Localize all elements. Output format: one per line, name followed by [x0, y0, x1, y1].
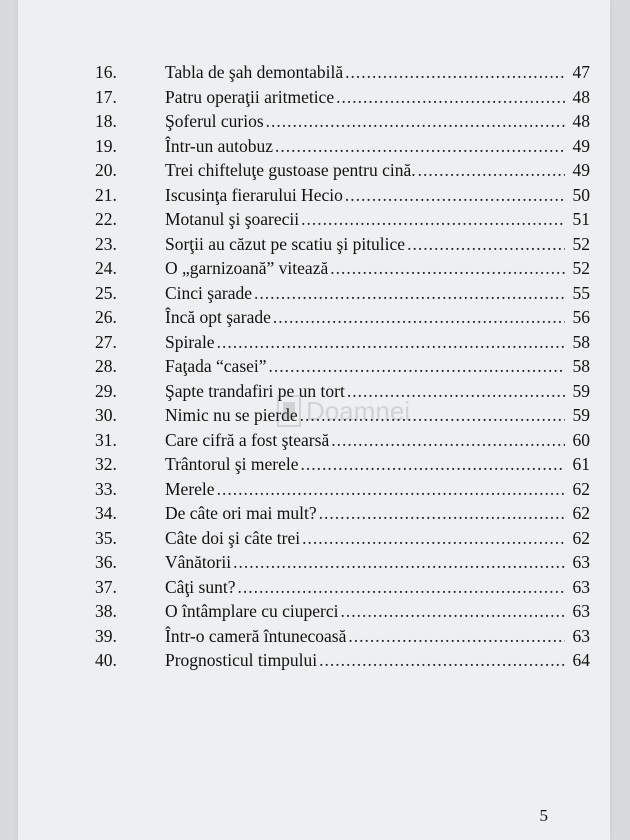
toc-entry-title: Sorţii au căzut pe scatiu şi pitulice [165, 233, 406, 254]
toc-entry-title: Faţada “casei” [165, 356, 267, 376]
toc-entry [95, 60, 590, 85]
toc-entry-number: 24. [95, 258, 117, 278]
toc-entry-number: 25. [95, 282, 117, 303]
toc-entry-title: Şoferul curios [165, 111, 264, 131]
toc-entry-number: 26. [95, 307, 117, 327]
toc-entry [95, 305, 590, 330]
toc-entry [95, 550, 590, 575]
toc-entry-page: 63 [572, 552, 590, 572]
toc-entry-number: 40. [95, 650, 117, 670]
dot-leader [233, 550, 565, 574]
dot-leader [300, 403, 565, 427]
toc-entry-title: Într-un autobuz [165, 135, 274, 156]
toc-entry-number: 37. [95, 576, 117, 597]
dot-leader [319, 648, 565, 672]
toc-entry [95, 85, 590, 110]
toc-entry-title: Spirale [165, 331, 215, 352]
toc-entry-number: 35. [95, 527, 117, 548]
toc-entry [95, 428, 590, 453]
toc-entry [95, 575, 590, 600]
dot-leader [345, 60, 565, 84]
dot-leader [330, 256, 565, 280]
toc-entry-page: 55 [572, 282, 590, 303]
toc-entry-title: Trei chifteluţe gustoase pentru cină. [165, 160, 416, 180]
toc-entry-page: 63 [572, 576, 590, 597]
dot-leader [347, 379, 565, 403]
toc-entry-title: Patru operaţii aritmetice [165, 86, 335, 107]
toc-entry-number: 29. [95, 380, 117, 401]
dot-leader [217, 477, 565, 501]
toc-entry-number: 16. [95, 62, 117, 82]
book-page [18, 0, 610, 840]
toc-entry-title: Într-o cameră întunecoasă [165, 625, 347, 646]
dot-leader [331, 428, 565, 452]
toc-entry-title: Câţi sunt? [165, 576, 236, 597]
toc-entry [95, 134, 590, 159]
toc-entry-number: 18. [95, 111, 117, 131]
toc-entry [95, 281, 590, 306]
toc-entry [95, 452, 590, 477]
toc-entry-title: Şapte trandafiri pe un tort [165, 380, 345, 401]
toc-entry [95, 477, 590, 502]
toc-entry-title: Nimic nu se pierde [165, 405, 298, 425]
toc-entry-number: 32. [95, 454, 117, 474]
toc-entry [95, 183, 590, 208]
toc-entry-page: 56 [572, 307, 590, 327]
dot-leader [340, 599, 565, 623]
toc-entry-title: Care cifră a fost ştearsă [165, 429, 330, 450]
toc-entry-title: O întâmplare cu ciuperci [165, 601, 339, 621]
toc-entry-number: 34. [95, 503, 117, 523]
dot-leader [301, 207, 565, 231]
toc-entry-title: Motanul şi şoarecii [165, 209, 300, 229]
toc-entry-page: 52 [572, 233, 590, 254]
toc-entry-page: 49 [572, 160, 590, 180]
toc-entry-page: 50 [572, 184, 590, 205]
toc-entry-page: 47 [572, 62, 590, 82]
toc-entry-page: 62 [572, 478, 590, 499]
toc-entry-title: Trântorul şi merele [165, 454, 299, 474]
toc-entry-number: 36. [95, 552, 117, 572]
toc-entry [95, 256, 590, 281]
dot-leader [319, 501, 565, 525]
toc-entry-page: 51 [572, 209, 590, 229]
toc-entry-title: Câte doi şi câte trei [165, 527, 301, 548]
toc-entry-page: 48 [572, 86, 590, 107]
toc-entry-number: 21. [95, 184, 117, 205]
watermark-text: Doamnei [306, 396, 411, 426]
dot-leader [269, 354, 565, 378]
dot-leader [407, 232, 565, 256]
toc-entry [95, 232, 590, 257]
toc-entry [95, 109, 590, 134]
toc-entry-number: 23. [95, 233, 117, 254]
dot-leader [345, 183, 565, 207]
toc-entry-page: 58 [572, 356, 590, 376]
toc-entry [95, 526, 590, 551]
dot-leader [273, 305, 565, 329]
dot-leader [418, 158, 565, 182]
toc-entry [95, 354, 590, 379]
toc-entry-title: O „garnizoană” vitează [165, 258, 329, 278]
toc-entry-title: Prognosticul timpului [165, 650, 318, 670]
dot-leader [254, 281, 565, 305]
toc-entry [95, 403, 590, 428]
toc-entry-title: Tabla de şah demontabilă [165, 62, 344, 82]
page-number: 5 [539, 806, 548, 825]
dot-leader [275, 134, 565, 158]
toc-entry-page: 62 [572, 503, 590, 523]
toc-entry [95, 207, 590, 232]
toc-entry-title: De câte ori mai mult? [165, 503, 317, 523]
toc-entry-number: 33. [95, 478, 117, 499]
toc-entry-page: 58 [572, 331, 590, 352]
table-of-contents [95, 60, 590, 673]
dot-leader [336, 85, 565, 109]
toc-entry-page: 59 [572, 405, 590, 425]
toc-entry-title: Merele [165, 478, 215, 499]
toc-entry [95, 158, 590, 183]
toc-entry-number: 31. [95, 429, 117, 450]
toc-entry-page: 49 [572, 135, 590, 156]
toc-entry-page: 52 [572, 258, 590, 278]
toc-entry-number: 19. [95, 135, 117, 156]
toc-entry-title: Iscusinţa fierarului Hecio [165, 184, 343, 205]
toc-entry [95, 648, 590, 673]
toc-entry-number: 30. [95, 405, 117, 425]
toc-entry-title: Cinci şarade [165, 282, 252, 303]
toc-entry-page: 60 [572, 429, 590, 450]
dot-leader [348, 624, 565, 648]
toc-entry [95, 501, 590, 526]
toc-entry [95, 330, 590, 355]
toc-entry [95, 624, 590, 649]
toc-entry-page: 48 [572, 111, 590, 131]
toc-entry-number: 17. [95, 86, 117, 107]
toc-entry-page: 62 [572, 527, 590, 548]
toc-entry-number: 27. [95, 331, 117, 352]
toc-entry-number: 22. [95, 209, 117, 229]
dot-leader [266, 109, 565, 133]
dot-leader [217, 330, 565, 354]
dot-leader [301, 452, 566, 476]
toc-entry-number: 28. [95, 356, 117, 376]
toc-entry-title: Încă opt şarade [165, 307, 271, 327]
toc-entry-page: 59 [572, 380, 590, 401]
toc-entry [95, 379, 590, 404]
toc-entry-page: 64 [572, 650, 590, 670]
dot-leader [302, 526, 565, 550]
dot-leader [237, 575, 565, 599]
toc-entry-number: 38. [95, 601, 117, 621]
toc-entry-number: 39. [95, 625, 117, 646]
toc-entry [95, 599, 590, 624]
toc-entry-page: 63 [572, 601, 590, 621]
toc-entry-number: 20. [95, 160, 117, 180]
toc-entry-title: Vânătorii [165, 552, 232, 572]
toc-entry-page: 61 [572, 454, 590, 474]
toc-entry-page: 63 [572, 625, 590, 646]
